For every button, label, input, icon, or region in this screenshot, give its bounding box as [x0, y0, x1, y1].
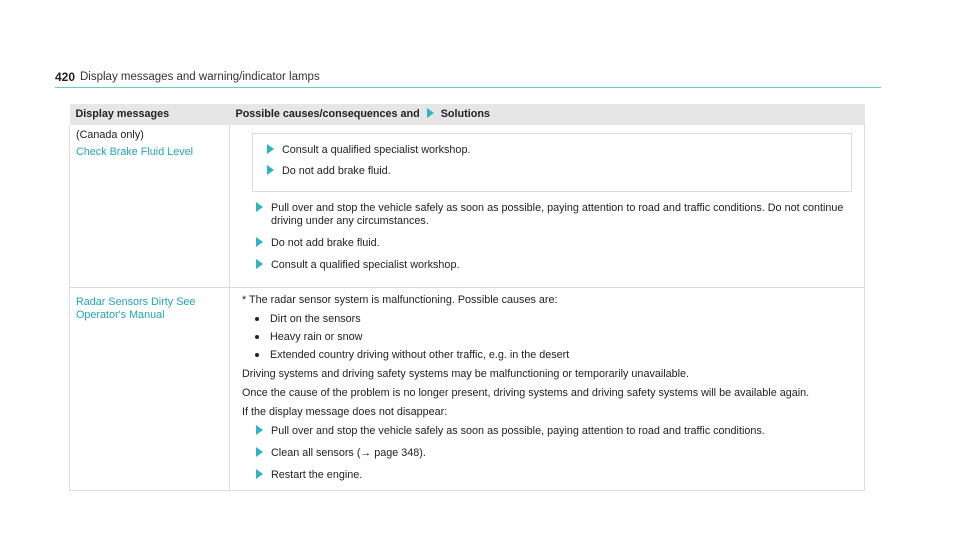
message-cell	[70, 125, 230, 288]
play-arrow-icon	[256, 202, 263, 212]
section-title: Display messages and warning/indicator lamps	[80, 71, 320, 83]
table-row	[70, 125, 865, 288]
display-message-text: Radar Sensors Dirty See Operator's Manual	[76, 296, 196, 321]
col-header-display-messages: Display messages	[70, 104, 230, 125]
body-paragraph: If the display message does not disappear:	[242, 406, 448, 418]
message-cell	[70, 288, 230, 491]
play-arrow-icon	[256, 237, 263, 247]
table-row	[70, 288, 865, 491]
region-label: (Canada only)	[76, 129, 144, 141]
col-header-solutions	[230, 104, 865, 125]
body-paragraph: Once the cause of the problem is no longer present, driving systems and driving safety systems will be available again.	[242, 387, 810, 399]
instruction-step: Clean all sensors (→ page 348).	[256, 447, 858, 460]
play-arrow-icon	[256, 469, 263, 479]
play-arrow-icon	[256, 259, 263, 269]
play-arrow-icon	[256, 447, 263, 457]
instruction-step: Do not add brake fluid.	[256, 237, 858, 250]
instruction-step: Do not add brake fluid.	[267, 165, 851, 178]
body-paragraph: Driving systems and driving safety systems may be malfunctioning or temporarily unavailable.	[242, 368, 690, 380]
play-arrow-icon	[267, 144, 274, 154]
play-arrow-icon	[267, 165, 274, 175]
sub-instruction-box	[252, 133, 852, 192]
solutions-cell	[230, 125, 865, 288]
solutions-cell	[230, 288, 865, 491]
instruction-step: Pull over and stop the vehicle safely as soon as possible, paying attention to road and traffic conditions. Do not continue driving under any circumstances.	[256, 202, 858, 228]
page-number: 420	[55, 70, 76, 84]
instruction-step: Pull over and stop the vehicle safely as soon as possible, paying attention to road and traffic conditions.	[256, 425, 858, 438]
play-arrow-icon	[256, 425, 263, 435]
cause-list	[242, 313, 858, 362]
display-messages-table	[69, 104, 865, 491]
play-arrow-icon	[427, 108, 434, 118]
instruction-step: Restart the engine.	[256, 469, 858, 482]
table-header-row	[70, 104, 865, 125]
instruction-step: Consult a qualified specialist workshop.	[267, 144, 851, 157]
list-item: Dirt on the sensors	[242, 313, 858, 326]
cause-intro: * The radar sensor system is malfunctioning. Possible causes are:	[242, 294, 558, 306]
display-message-text: Check Brake Fluid Level	[76, 146, 194, 158]
list-item: Heavy rain or snow	[242, 331, 858, 344]
col-header-suffix: Solutions	[440, 108, 490, 120]
instruction-step: Consult a qualified specialist workshop.	[256, 259, 858, 272]
col-header-prefix: Possible causes/consequences and	[235, 108, 420, 120]
page-header	[55, 70, 881, 88]
list-item: Extended country driving without other traffic, e.g. in the desert	[242, 349, 858, 362]
